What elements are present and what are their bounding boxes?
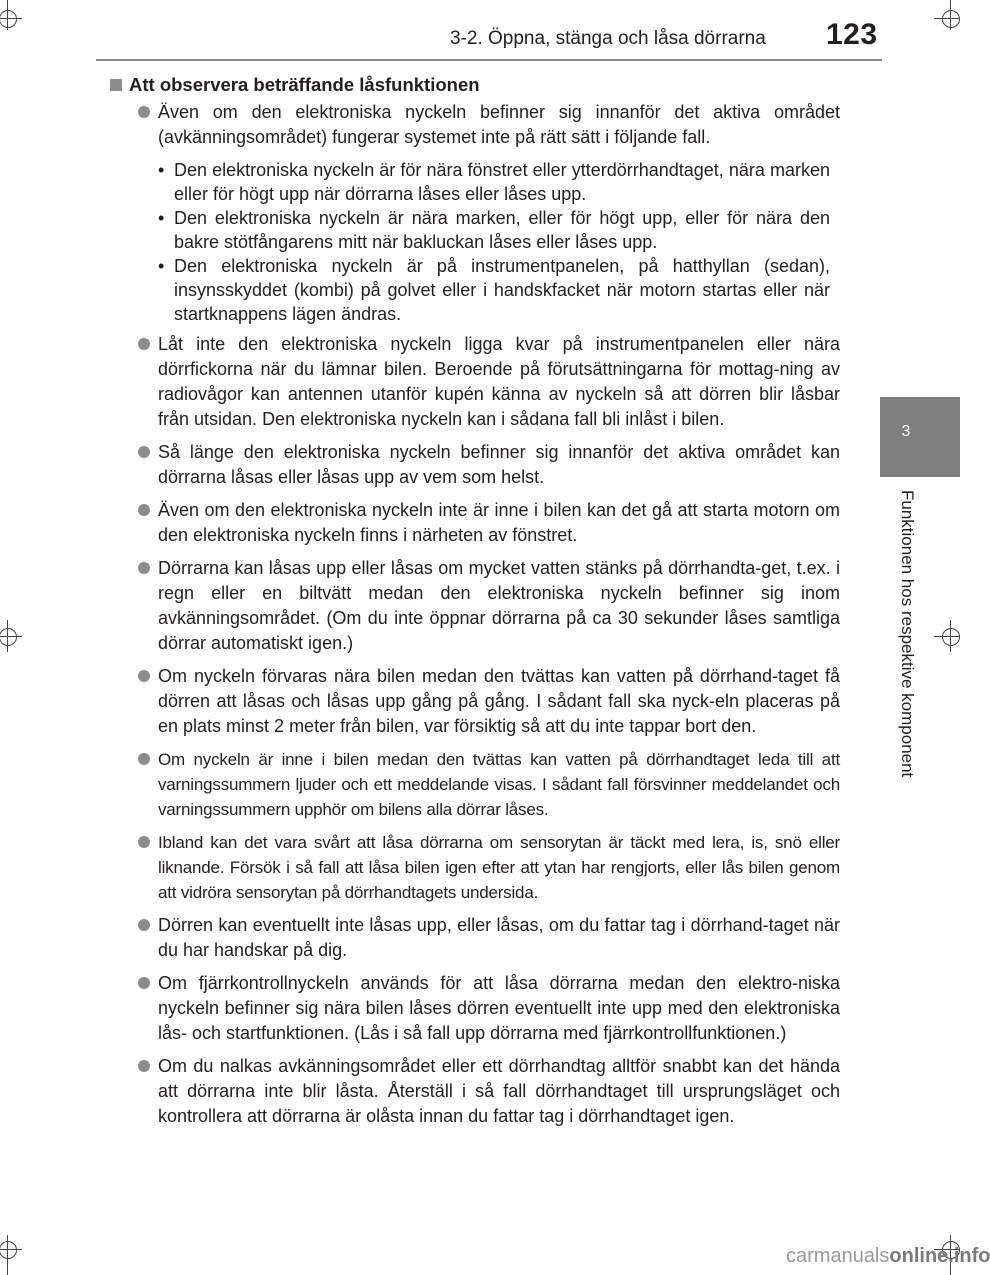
list-item-text: Dörrarna kan låsas upp eller låsas om mycket vatten stänks på dörrhandta-get, t.ex. i regn eller en biltvätt medan den elektroniska nyckeln befinner sig inom avkänningsområdet. (Om du inte öppnar dörrarna på ca 30 sekunder låses samtliga dörrar automatiskt igen.) — [158, 558, 840, 653]
list-item-text: Om du nalkas avkänningsområdet eller ett dörrhandtag alltför snabbt kan det hända att dörrarna inte blir låsta. Återställ i så fall dörrhandtaget till ursprungsläget och kontrollera att dörrarna är olåsta innan du fattar tag i dörrhandtaget igen. — [158, 1056, 840, 1126]
list-item-text: Dörren kan eventuellt inte låsas upp, eller låsas, om du fattar tag i dörrhand-taget när du har handskar på dig. — [158, 915, 840, 960]
bullet-icon: • — [158, 160, 165, 180]
list-item — [110, 913, 840, 963]
circle-bullet-icon — [138, 836, 150, 848]
list-item — [110, 556, 840, 656]
list-item-text: Även om den elektroniska nyckeln befinner sig innanför det aktiva området (avkänningsområdet) fungerar systemet inte på rätt sätt i följande fall. — [158, 102, 840, 147]
square-bullet-icon — [110, 79, 122, 91]
list-item — [110, 1054, 840, 1129]
sub-list-item-text: Den elektroniska nyckeln är nära marken, eller för högt upp, eller för nära den bakre stötfångarens mitt när bakluckan låses eller låses upp. — [174, 208, 830, 252]
list-item-text: Även om den elektroniska nyckeln inte är inne i bilen kan det gå att starta motorn om den elektroniska nyckeln finns i närheten av fönstret. — [158, 500, 840, 545]
sub-list — [110, 158, 840, 326]
list-item — [110, 664, 840, 739]
list-item — [110, 332, 840, 432]
watermark — [786, 1245, 990, 1268]
list-item-text: Så länge den elektroniska nyckeln befinner sig innanför det aktiva området kan dörrarna låsas eller låsas upp av vem som helst. — [158, 442, 840, 487]
circle-bullet-icon — [138, 919, 150, 931]
chapter-tab — [880, 397, 960, 477]
watermark-suffix: online.info — [889, 1245, 990, 1267]
list-item — [110, 100, 840, 150]
circle-bullet-icon — [138, 670, 150, 682]
circle-bullet-icon — [138, 106, 150, 118]
page-header — [0, 0, 960, 60]
list-item — [110, 830, 840, 905]
bullet-icon: • — [158, 208, 165, 228]
list-item-text: Om nyckeln är inne i bilen medan den tvättas kan vatten på dörrhandtaget leda till att varningssummern ljuder och ett meddelande visas. I sådant fall försvinner meddelandet och varningssummern upphör om bilens alla dörrar låses. — [158, 750, 840, 819]
sub-list-item-text: Den elektroniska nyckeln är på instrumentpanelen, på hatthyllan (sedan), insynsskyddet (kombi) på golvet eller i handskfacket när motorn startas eller när startknappens lägen ändras. — [174, 256, 830, 324]
list-item-text: Om fjärrkontrollnyckeln används för att låsa dörrarna medan den elektro-niska nyckeln befinner sig nära bilen låses dörren eventuellt inte upp med den elektroniska lås- och startfunktionen. (Lås i så fall upp dörrarna med fjärrkontrollfunktionen.) — [158, 973, 840, 1043]
section-heading — [110, 72, 840, 98]
page-content — [110, 72, 840, 1137]
sub-list-item — [110, 254, 840, 326]
list-item — [110, 747, 840, 822]
chapter-side-title: Funktionen hos respektive komponent — [898, 490, 917, 778]
circle-bullet-icon — [138, 562, 150, 574]
circle-bullet-icon — [138, 504, 150, 516]
section-heading-text: Att observera beträffande låsfunktionen — [129, 74, 480, 95]
circle-bullet-icon — [138, 338, 150, 350]
circle-bullet-icon — [138, 446, 150, 458]
chapter-title: 3-2. Öppna, stänga och låsa dörrarna — [450, 28, 766, 49]
list-item-text: Ibland kan det vara svårt att låsa dörrarna om sensorytan är täckt med lera, is, snö eller liknande. Försök i så fall att låsa bilen igen efter att ytan har rengjorts, eller lås bilen genom att vidröra sensorytan på dörrhandtagets undersida. — [158, 833, 840, 902]
header-divider — [96, 59, 882, 61]
list-item — [110, 971, 840, 1046]
circle-bullet-icon — [138, 1060, 150, 1072]
list-item — [110, 498, 840, 548]
sub-list-item — [110, 206, 840, 254]
sub-list-item — [110, 158, 840, 206]
watermark-prefix: carmanuals — [786, 1245, 890, 1267]
circle-bullet-icon — [138, 753, 150, 765]
chapter-tab-number: 3 — [901, 423, 911, 440]
list-item — [110, 440, 840, 490]
list-item-text: Om nyckeln förvaras nära bilen medan den tvättas kan vatten på dörrhand-taget få dörren att låsas och låsas upp gång på gång. I sådant fall ska nyck-eln placeras på en plats minst 2 meter från bilen, var försiktig så att du inte tappar bort den. — [158, 666, 840, 736]
sub-list-item-text: Den elektroniska nyckeln är för nära fönstret eller ytterdörrhandtaget, nära marken eller för högt upp när dörrarna låses eller låses upp. — [174, 160, 830, 204]
page-number: 123 — [826, 18, 878, 51]
bullet-icon: • — [158, 256, 165, 276]
circle-bullet-icon — [138, 977, 150, 989]
list-item-text: Låt inte den elektroniska nyckeln ligga kvar på instrumentpanelen eller nära dörrfickorna när du lämnar bilen. Beroende på förutsättningarna för mottag-ning av radiovågor kan antennen utanför kupén känna av nyckeln så att dörren blir låsbar från utsidan. Den elektroniska nyckeln kan i sådana fall bli inlåst i bilen. — [158, 334, 840, 429]
